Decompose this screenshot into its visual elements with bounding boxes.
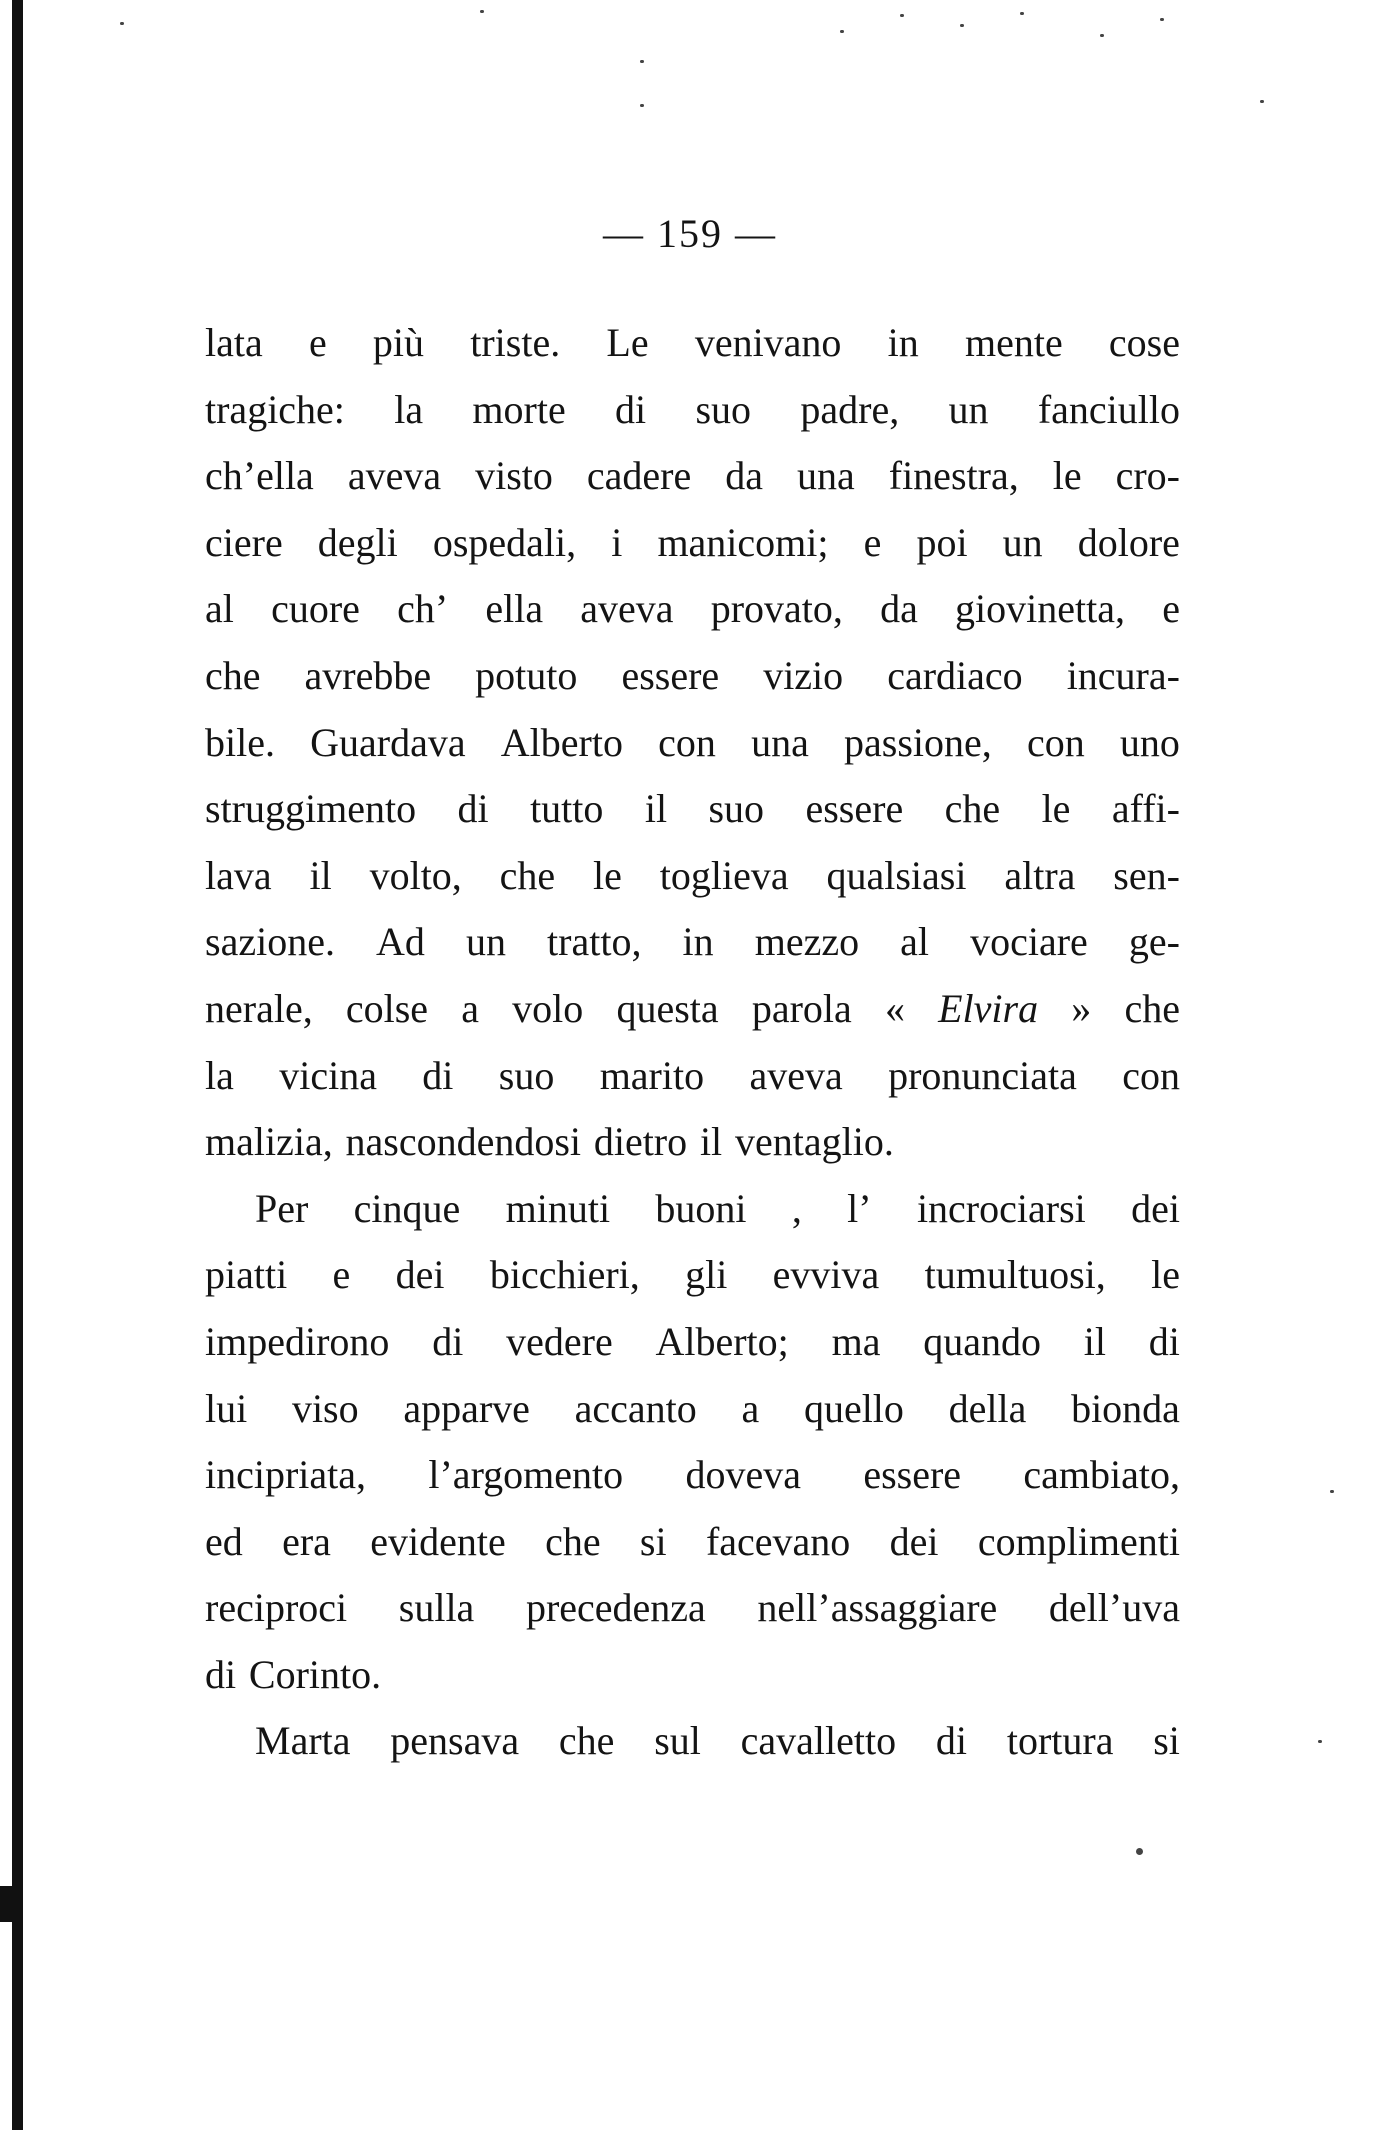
word: morte bbox=[472, 386, 566, 432]
word: ventaglio. bbox=[734, 1119, 894, 1165]
scan-speckle bbox=[1136, 1848, 1143, 1855]
word: di bbox=[432, 1318, 464, 1364]
word: una bbox=[796, 453, 855, 499]
word: dietro bbox=[593, 1119, 688, 1165]
text-line bbox=[205, 1043, 1180, 1110]
word: Per bbox=[255, 1185, 309, 1231]
text-line bbox=[205, 510, 1180, 577]
word: in bbox=[682, 919, 714, 965]
word: le bbox=[593, 852, 622, 898]
word: ella bbox=[485, 586, 544, 632]
scan-edge-notch bbox=[0, 1886, 14, 1922]
word: cadere bbox=[586, 453, 692, 499]
word: lava bbox=[205, 852, 272, 898]
word: si bbox=[639, 1518, 667, 1564]
word: vicina bbox=[279, 1052, 377, 1098]
text-line bbox=[205, 310, 1180, 377]
word: potuto bbox=[475, 652, 578, 698]
word: tratto, bbox=[547, 919, 642, 965]
word: ciere bbox=[205, 519, 283, 565]
word: il bbox=[1083, 1318, 1107, 1364]
word: « bbox=[884, 985, 905, 1031]
word: avrebbe bbox=[304, 652, 432, 698]
word: il bbox=[309, 852, 332, 898]
word: aveva bbox=[347, 453, 442, 499]
word: i bbox=[611, 519, 623, 565]
word: con bbox=[1122, 1052, 1180, 1098]
word: , bbox=[791, 1185, 802, 1231]
word: a bbox=[741, 1385, 760, 1431]
word: di bbox=[205, 1651, 237, 1697]
word: sulla bbox=[398, 1585, 475, 1631]
word: che bbox=[1124, 985, 1180, 1031]
word: gli bbox=[685, 1252, 728, 1298]
word: di bbox=[935, 1718, 968, 1764]
word: una bbox=[751, 719, 809, 765]
body-text bbox=[205, 310, 1180, 1775]
word: suo bbox=[708, 786, 765, 832]
word: accanto bbox=[574, 1385, 697, 1431]
word: vociare bbox=[970, 919, 1088, 965]
scan-speckle bbox=[1100, 34, 1104, 37]
word: dei bbox=[889, 1518, 939, 1564]
word: buoni bbox=[655, 1185, 747, 1231]
scan-speckle bbox=[1160, 18, 1164, 21]
word: tragiche: bbox=[205, 386, 345, 432]
word: l’ bbox=[847, 1185, 872, 1231]
word: degli bbox=[317, 519, 398, 565]
word: e bbox=[332, 1252, 351, 1298]
word: provato, bbox=[710, 586, 843, 632]
word: quando bbox=[923, 1318, 1041, 1364]
scan-speckle bbox=[640, 60, 644, 63]
word: ospedali, bbox=[432, 519, 577, 565]
text-line bbox=[205, 1109, 1180, 1176]
word: di bbox=[1148, 1318, 1180, 1364]
word: mente bbox=[964, 320, 1063, 365]
word: ma bbox=[831, 1318, 881, 1364]
word: parola bbox=[751, 985, 852, 1031]
word: fanciullo bbox=[1037, 386, 1180, 432]
word: Marta bbox=[255, 1718, 351, 1764]
word: suo bbox=[695, 386, 752, 432]
scan-speckle bbox=[480, 10, 484, 13]
scan-speckle bbox=[840, 30, 844, 33]
word: bicchieri, bbox=[489, 1252, 640, 1298]
word: un bbox=[948, 386, 989, 432]
word: ch’ella bbox=[205, 453, 314, 499]
word: mezzo bbox=[754, 919, 860, 965]
word: complimenti bbox=[977, 1518, 1180, 1564]
scan-speckle bbox=[1318, 1740, 1322, 1743]
word: reciproci bbox=[205, 1585, 348, 1631]
word: piatti bbox=[205, 1252, 288, 1298]
word: si bbox=[1153, 1718, 1180, 1764]
word: da bbox=[880, 586, 918, 632]
text-line bbox=[205, 976, 1180, 1043]
word: struggimento bbox=[205, 786, 417, 832]
word: bile. bbox=[205, 719, 275, 765]
word: incipriata, bbox=[205, 1452, 367, 1498]
text-line bbox=[205, 909, 1180, 976]
word: bionda bbox=[1071, 1385, 1180, 1431]
word: Ad bbox=[376, 919, 425, 965]
word: evviva bbox=[772, 1252, 880, 1298]
word: essere bbox=[863, 1452, 962, 1498]
word: al bbox=[205, 586, 234, 632]
word: qualsiasi bbox=[826, 852, 967, 898]
word: essere bbox=[621, 652, 720, 698]
scan-speckle bbox=[120, 22, 124, 25]
text-line bbox=[205, 1242, 1180, 1309]
word: viso bbox=[291, 1385, 359, 1431]
word: di bbox=[422, 1052, 454, 1098]
word: poi bbox=[916, 519, 968, 565]
word: cro- bbox=[1115, 453, 1180, 499]
word: con bbox=[658, 719, 716, 765]
word: il bbox=[644, 786, 668, 832]
word: colse bbox=[345, 985, 429, 1031]
word: e bbox=[308, 320, 327, 365]
text-line bbox=[205, 1575, 1180, 1642]
word: nell’assaggiare bbox=[757, 1585, 998, 1631]
text-line bbox=[205, 1509, 1180, 1576]
word: marito bbox=[599, 1052, 705, 1098]
word: nerale, bbox=[205, 985, 313, 1031]
word: cuore bbox=[271, 586, 360, 632]
word: cinque bbox=[353, 1185, 461, 1231]
word: passione, bbox=[844, 719, 992, 765]
word: l’argomento bbox=[428, 1452, 624, 1498]
word: triste. bbox=[470, 320, 561, 365]
word: un bbox=[465, 919, 506, 965]
scan-speckle bbox=[640, 104, 644, 107]
word: ge- bbox=[1128, 919, 1180, 965]
word: questa bbox=[616, 985, 719, 1031]
text-line bbox=[205, 710, 1180, 777]
text-line bbox=[205, 776, 1180, 843]
text-line bbox=[205, 443, 1180, 510]
word: altra bbox=[1004, 852, 1076, 898]
word: il bbox=[699, 1119, 723, 1165]
word: le bbox=[1052, 453, 1082, 499]
word: Alberto; bbox=[655, 1318, 789, 1364]
word: tutto bbox=[530, 786, 604, 832]
text-line bbox=[205, 576, 1180, 643]
word: Le bbox=[606, 320, 649, 365]
word: uno bbox=[1119, 719, 1180, 765]
word: la bbox=[205, 1052, 234, 1098]
scan-speckle bbox=[900, 14, 904, 17]
word: Alberto bbox=[500, 719, 623, 765]
text-line bbox=[205, 643, 1180, 710]
scan-speckle bbox=[1330, 1490, 1334, 1493]
word: cardiaco bbox=[887, 652, 1023, 698]
text-line bbox=[205, 1176, 1180, 1243]
word: in bbox=[887, 320, 919, 365]
word: precedenza bbox=[525, 1585, 706, 1631]
word: volo bbox=[512, 985, 584, 1031]
word: impedirono bbox=[205, 1318, 390, 1364]
word: incura- bbox=[1066, 652, 1180, 698]
word: affi- bbox=[1111, 786, 1180, 832]
word: cambiato, bbox=[1023, 1452, 1180, 1498]
word: che bbox=[944, 786, 1001, 832]
word: finestra, bbox=[888, 453, 1019, 499]
word: malizia, bbox=[205, 1119, 333, 1165]
word: essere bbox=[805, 786, 904, 832]
word: pensava bbox=[390, 1718, 520, 1764]
word: tortura bbox=[1006, 1718, 1114, 1764]
word: cose bbox=[1108, 320, 1180, 365]
scan-speckle bbox=[1260, 100, 1264, 103]
text-line bbox=[205, 377, 1180, 444]
word: sazione. bbox=[205, 919, 335, 965]
word: doveva bbox=[685, 1452, 801, 1498]
word: dei bbox=[395, 1252, 445, 1298]
word: Elvira bbox=[938, 985, 1039, 1031]
word: con bbox=[1026, 719, 1085, 765]
word: sen- bbox=[1113, 852, 1180, 898]
word: toglieva bbox=[659, 852, 789, 898]
word: manicomi; bbox=[657, 519, 829, 565]
word: e bbox=[863, 519, 882, 565]
word: minuti bbox=[505, 1185, 611, 1231]
word: giovinetta, bbox=[955, 586, 1126, 632]
word: » bbox=[1071, 985, 1092, 1031]
word: della bbox=[948, 1385, 1027, 1431]
word: aveva bbox=[749, 1052, 843, 1098]
scan-edge bbox=[12, 0, 23, 2130]
word: le bbox=[1041, 786, 1071, 832]
word: al bbox=[900, 919, 930, 965]
scan-speckle bbox=[1020, 12, 1024, 15]
word: di bbox=[457, 786, 489, 832]
word: e bbox=[1162, 586, 1180, 632]
word: dei bbox=[1131, 1185, 1180, 1231]
word: tumultuosi, bbox=[924, 1252, 1106, 1298]
word: che bbox=[545, 1518, 601, 1564]
word: dell’uva bbox=[1048, 1585, 1180, 1631]
text-line bbox=[205, 1309, 1180, 1376]
word: un bbox=[1002, 519, 1043, 565]
word: ed bbox=[205, 1518, 243, 1564]
word: era bbox=[282, 1518, 331, 1564]
word: che bbox=[499, 852, 556, 898]
word: che bbox=[205, 652, 261, 698]
word: che bbox=[558, 1718, 615, 1764]
word: la bbox=[394, 386, 424, 432]
word: lata bbox=[205, 320, 263, 365]
word: apparve bbox=[403, 1385, 530, 1431]
word: volto, bbox=[369, 852, 462, 898]
page-number-header: — 159 — bbox=[603, 211, 777, 256]
word: quello bbox=[803, 1385, 904, 1431]
word: vizio bbox=[763, 652, 844, 698]
word: pronunciata bbox=[888, 1052, 1077, 1098]
word: Corinto. bbox=[248, 1651, 382, 1697]
word: ch’ bbox=[397, 586, 449, 632]
word: facevano bbox=[705, 1518, 851, 1564]
text-line bbox=[205, 1708, 1180, 1775]
word: padre, bbox=[800, 386, 900, 432]
word: incrociarsi bbox=[916, 1185, 1086, 1231]
text-line bbox=[205, 1376, 1180, 1443]
scan-speckle bbox=[960, 24, 964, 27]
word: le bbox=[1151, 1252, 1180, 1298]
word: vedere bbox=[506, 1318, 613, 1364]
word: visto bbox=[475, 453, 553, 499]
word: cavalletto bbox=[740, 1718, 897, 1764]
word: lui bbox=[205, 1385, 248, 1431]
word: suo bbox=[498, 1052, 555, 1098]
word: evidente bbox=[370, 1518, 506, 1564]
text-line bbox=[205, 843, 1180, 910]
word: Guardava bbox=[310, 719, 466, 765]
word: da bbox=[725, 453, 763, 499]
word: aveva bbox=[580, 586, 674, 632]
word: più bbox=[372, 320, 425, 365]
word: a bbox=[461, 985, 479, 1031]
word: di bbox=[615, 386, 647, 432]
word: nascondendosi bbox=[345, 1119, 582, 1165]
text-line bbox=[205, 1642, 1180, 1709]
word: dolore bbox=[1077, 519, 1180, 565]
word: sul bbox=[654, 1718, 701, 1764]
word: venivano bbox=[694, 320, 842, 365]
text-line bbox=[205, 1442, 1180, 1509]
